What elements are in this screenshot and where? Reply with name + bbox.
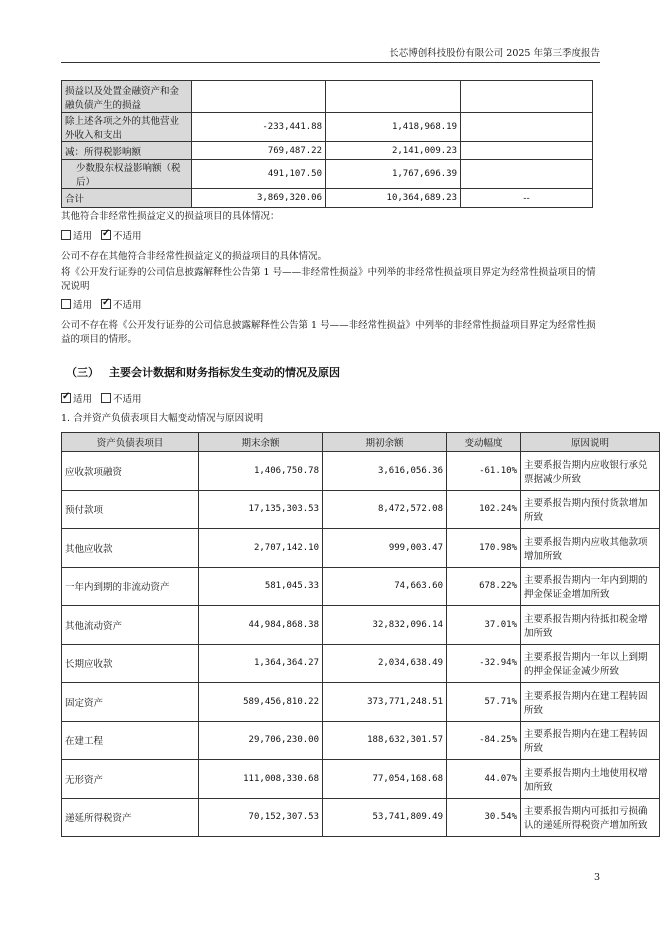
ytd-value: 1,767,696.39	[326, 160, 461, 189]
paragraph: 将《公开发行证券的公司信息披露解释性公告第 1 号——非经常性损益》中列举的非经常性损益项目界定为经常性损益项目的情况说明	[61, 267, 596, 292]
current-period-value: 491,107.50	[192, 160, 326, 189]
table-row: 无形资产 111,008,330.68 77,054,168.68 44.07% 主要系报告期内土地使用权增加所致	[62, 760, 660, 799]
ytd-value: 10,364,689.23	[326, 189, 461, 208]
column-header: 期初余额	[323, 433, 447, 452]
nonrecurring-items-table	[61, 80, 593, 208]
table-row	[62, 113, 593, 142]
ytd-value: 2,141,009.23	[326, 142, 461, 160]
checkbox-checked-icon	[61, 393, 71, 403]
checkbox-icon	[61, 230, 71, 240]
header-divider	[61, 62, 600, 63]
table-row: 应收款项融资 1,406,750.78 3,616,056.36 -61.10% 主要系报告期内应收银行承兑票据减少所致	[62, 452, 660, 491]
checkbox-icon	[101, 393, 111, 403]
checkbox-checked-icon	[101, 230, 111, 240]
table-row	[62, 142, 593, 160]
current-period-value: -233,441.88	[192, 113, 326, 142]
table-row: 其他应收款 2,707,142.10 999,003.47 170.98% 主要系报告期内应收其他款项增加所致	[62, 529, 660, 568]
page-number: 3	[594, 872, 601, 883]
row-label: 除上述各项之外的其他营业外收入和支出	[62, 113, 192, 142]
table-row: 其他流动资产 44,984,868.38 32,832,096.14 37.01% 主要系报告期内待抵扣税金增加所致	[62, 606, 660, 645]
row-label: 合计	[62, 189, 192, 208]
row-label: 减：所得税影响额	[62, 142, 192, 160]
column-header: 资产负债表项目	[62, 433, 199, 452]
column-header: 变动幅度	[447, 433, 521, 452]
table-row	[62, 81, 593, 113]
applicability-checkboxes: 适用 ✓ 不适用	[61, 299, 601, 313]
row-label: 损益以及处置金融资产和金融负债产生的损益	[62, 81, 192, 113]
table-row	[62, 160, 593, 189]
balance-sheet-changes-table	[61, 432, 660, 837]
applicability-checkboxes: 适用 ✓ 不适用	[61, 230, 601, 244]
table-row: 一年内到期的非流动资产 581,045.33 74,663.60 678.22% 主要系报告期内一年内到期的押金保证金增加所致	[62, 567, 660, 606]
paragraph: 其他符合非经常性损益定义的损益项目的具体情况：	[61, 211, 280, 222]
table-row: 预付款项 17,135,303.53 8,472,572.08 102.24% 主要系报告期内预付货款增加所致	[62, 490, 660, 529]
paragraph: 公司不存在将《公开发行证券的公司信息披露解释性公告第 1 号——非经常性损益》中列举的非经常性损益项目界定为经常性损益的项目的情形。	[61, 320, 596, 345]
table-row-total	[62, 189, 593, 208]
column-header: 原因说明	[521, 433, 660, 452]
table-row: 长期应收款 1,364,364.27 2,034,638.49 -32.94% 主要系报告期内一年以上到期的押金保证金减少所致	[62, 644, 660, 683]
table-row: 在建工程 29,706,230.00 188,632,301.57 -84.25% 主要系报告期内在建工程转固所致	[62, 721, 660, 760]
subsection-title: 1. 合并资产负债表项目大幅变动情况与原因说明	[61, 413, 264, 424]
section-heading: （三） 主要会计数据和财务指标发生变动的情况及原因	[66, 366, 340, 379]
column-header: 期末余额	[199, 433, 323, 452]
applicability-checkboxes: ✓适用 不适用	[61, 393, 601, 407]
table-row: 固定资产 589,456,810.22 373,771,248.51 57.71% 主要系报告期内在建工程转固所致	[62, 683, 660, 722]
table-header-row	[62, 433, 660, 452]
row-label: 少数股东权益影响额（税后）	[62, 160, 192, 189]
current-period-value: 769,487.22	[192, 142, 326, 160]
row-note: --	[461, 189, 593, 208]
checkbox-icon	[61, 299, 71, 309]
ytd-value: 1,418,968.19	[326, 113, 461, 142]
current-period-value: 3,869,320.06	[192, 189, 326, 208]
checkbox-checked-icon	[101, 299, 111, 309]
paragraph: 公司不存在其他符合非经常性损益定义的损益项目的具体情况。	[61, 251, 328, 262]
table-row: 递延所得税资产 70,152,307.53 53,741,809.49 30.54% 主要系报告期内可抵扣亏损确认的递延所得税资产增加所致	[62, 798, 660, 837]
report-header-title: 长芯博创科技股份有限公司 2025 年第三季度报告	[389, 48, 600, 59]
